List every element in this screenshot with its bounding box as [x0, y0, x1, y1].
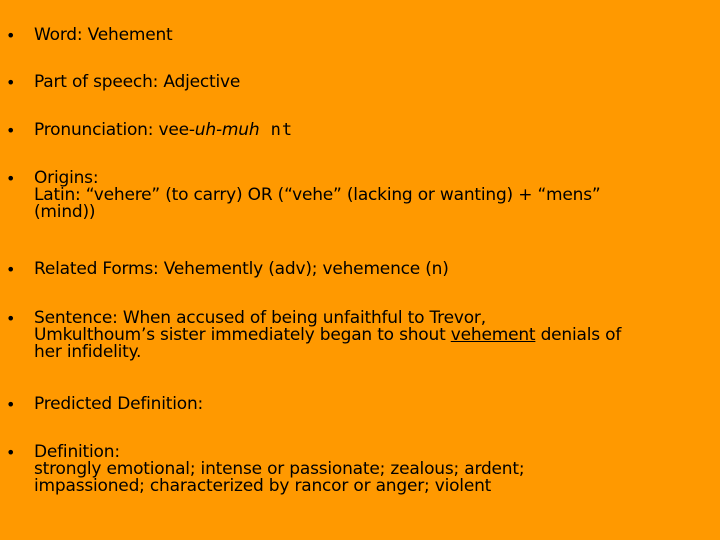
sentence-line-2-after: denials of	[535, 325, 622, 345]
bullet-dot: •	[6, 443, 16, 462]
bullet-dot: •	[6, 73, 16, 92]
related-forms-line: Related Forms: Vehemently (adv); vehemence (n)	[34, 259, 449, 279]
pronunciation-text	[34, 122, 293, 139]
bullet-dot: •	[6, 26, 16, 45]
bullet-dot: •	[6, 309, 16, 328]
bullet-dot: •	[6, 260, 16, 279]
word-line: Word: Vehement	[34, 25, 173, 45]
definition-line-2: impassioned; characterized by rancor or anger; violent	[34, 476, 492, 496]
predicted-definition-line: Predicted Definition:	[34, 394, 204, 414]
origins-line-2: (mind))	[34, 202, 96, 222]
pronunciation-italic: uh-muh	[194, 120, 260, 140]
part-of-speech-text	[34, 74, 240, 91]
definition-line-1: strongly emotional; intense or passionate; zealous; ardent;	[34, 459, 525, 479]
pronunciation-prefix: Pronunciation: vee-	[34, 120, 195, 140]
definition-heading: Definition:	[34, 442, 120, 462]
sentence-text	[34, 310, 621, 361]
sentence-line-2-before: Umkulthoum’s sister immediately began to shout	[34, 325, 451, 345]
word-text	[34, 27, 173, 44]
bullet-dot: •	[6, 395, 16, 414]
pronunciation-line	[34, 122, 293, 139]
related-forms-text	[34, 261, 449, 278]
origins-text	[34, 170, 601, 221]
bullet-dot: •	[6, 121, 16, 140]
sentence-underlined-word: vehement	[450, 325, 536, 345]
bullet-dot: •	[6, 169, 16, 188]
origins-line-1: Latin: “vehere” (to carry) OR (“vehe” (lacking or wanting) + “mens”	[34, 185, 601, 205]
sentence-line-1: Sentence: When accused of being unfaithful to Trevor,	[34, 308, 486, 328]
sentence-line-3: her infidelity.	[34, 342, 142, 362]
part-of-speech-line: Part of speech: Adjective	[34, 72, 241, 92]
pronunciation-suffix: nt	[259, 120, 294, 140]
predicted-definition-text	[34, 396, 203, 413]
origins-heading: Origins:	[34, 168, 99, 188]
definition-text	[34, 444, 524, 495]
